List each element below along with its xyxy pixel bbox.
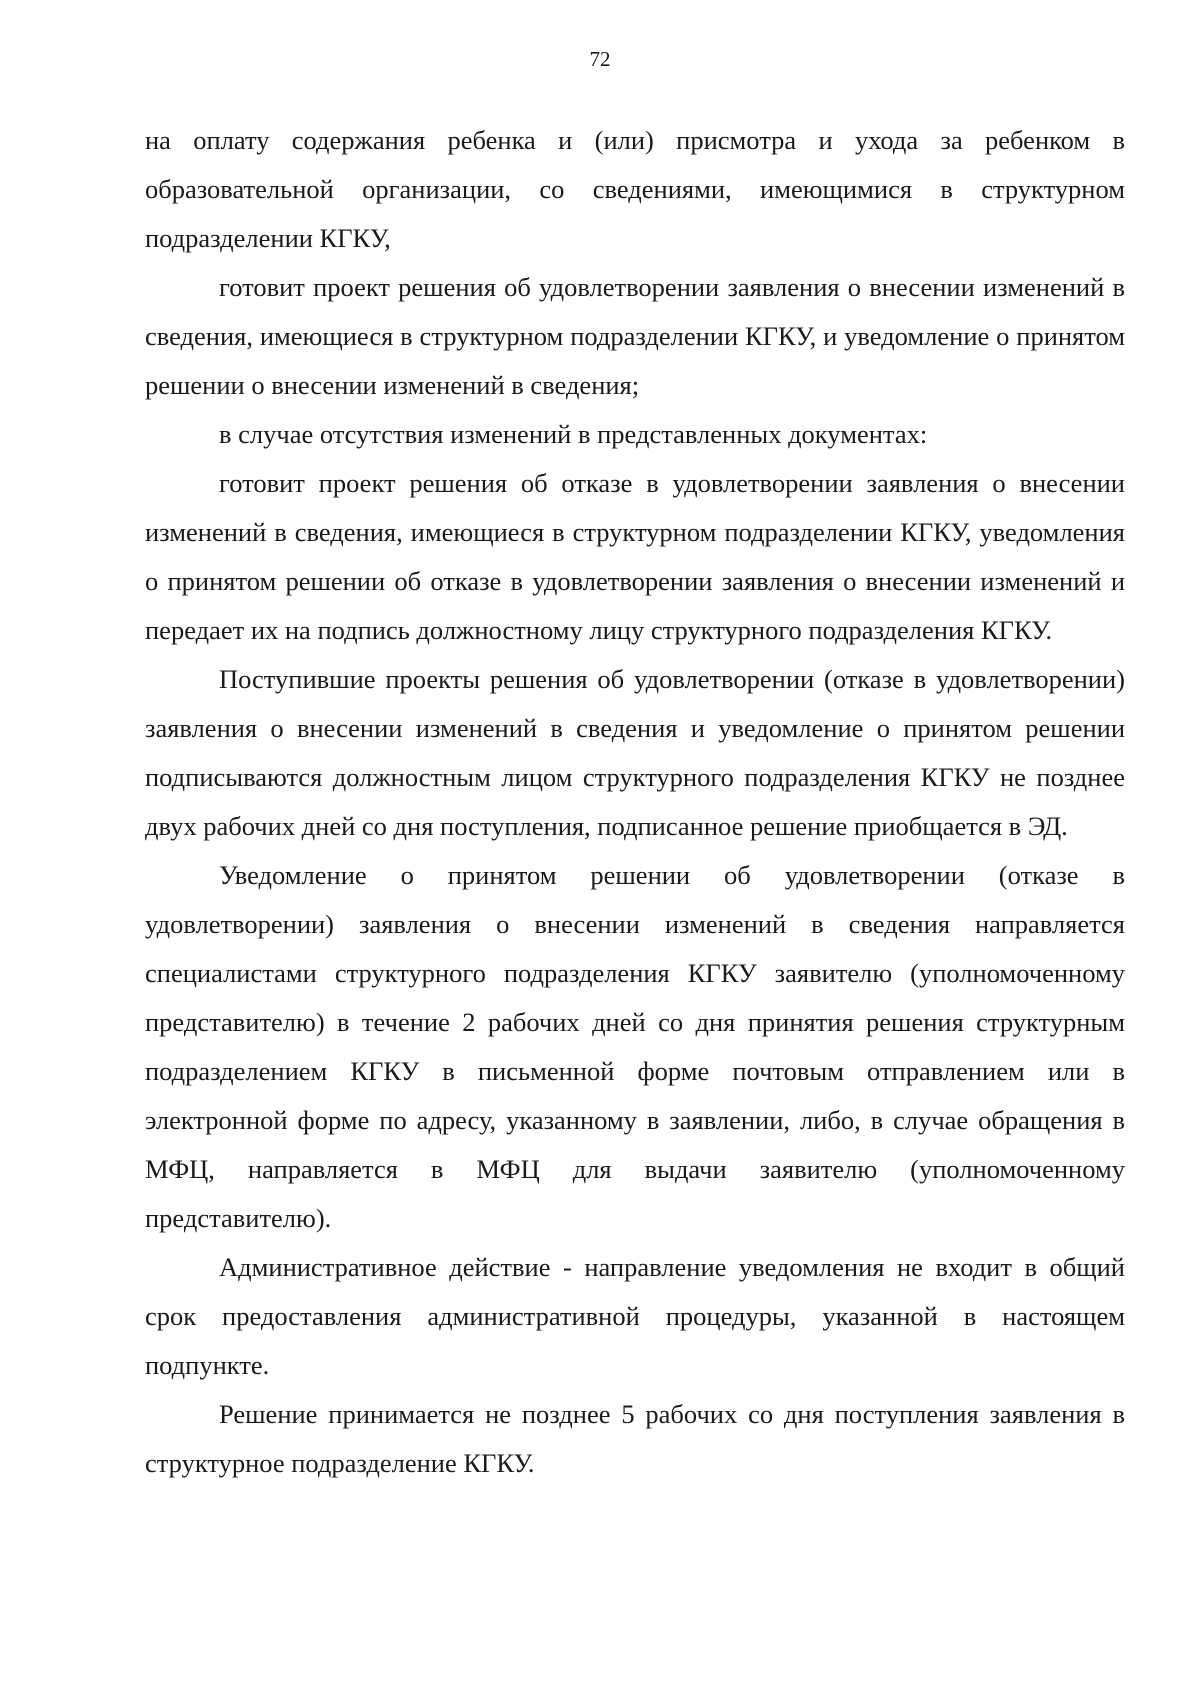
document-body bbox=[145, 116, 1125, 1488]
paragraph: Решение принимается не позднее 5 рабочих со дня поступления заявления в структурное подразделение КГКУ. bbox=[145, 1399, 1125, 1478]
paragraph: Административное действие - направление уведомления не входит в общий срок предоставления административной процедуры, указанной в настоящем подпункте. bbox=[145, 1252, 1125, 1380]
paragraph-continuation: на оплату содержания ребенка и (или) присмотра и ухода за ребенком в образовательной организации, со сведениями, имеющимися в структурном подразделении КГКУ, bbox=[145, 125, 1125, 253]
paragraph: Уведомление о принятом решении об удовлетворении (отказе в удовлетворении) заявления о внесении изменений в сведения направляется специалистами структурного подразделения КГКУ заявителю (уполномоченному представителю) в течение 2 рабочих дней со дня принятия решения структурным подразделением КГКУ в письменной форме почтовым отправлением или в электронной форме по адресу, указанному в заявлении, либо, в случае обращения в МФЦ, направляется в МФЦ для выдачи заявителю (уполномоченному представителю). bbox=[145, 860, 1125, 1233]
paragraph: готовит проект решения об удовлетворении заявления о внесении изменений в сведения, имеющиеся в структурном подразделении КГКУ, и уведомление о принятом решении о внесении изменений в сведения; bbox=[145, 272, 1125, 400]
paragraph: Поступившие проекты решения об удовлетворении (отказе в удовлетворении) заявления о внесении изменений в сведения и уведомление о принятом решении подписываются должностным лицом структурного подразделения КГКУ не позднее двух рабочих дней со дня поступления, подписанное решение приобщается в ЭД. bbox=[145, 664, 1125, 841]
paragraph: готовит проект решения об отказе в удовлетворении заявления о внесении изменений в сведения, имеющиеся в структурном подразделении КГКУ, уведомления о принятом решении об отказе в удовлетворении заявления о внесении изменений и передает их на подпись должностному лицу структурного подразделения КГКУ. bbox=[145, 468, 1125, 645]
paragraph: в случае отсутствия изменений в представленных документах: bbox=[219, 419, 928, 449]
page-number: 72 bbox=[589, 47, 611, 71]
